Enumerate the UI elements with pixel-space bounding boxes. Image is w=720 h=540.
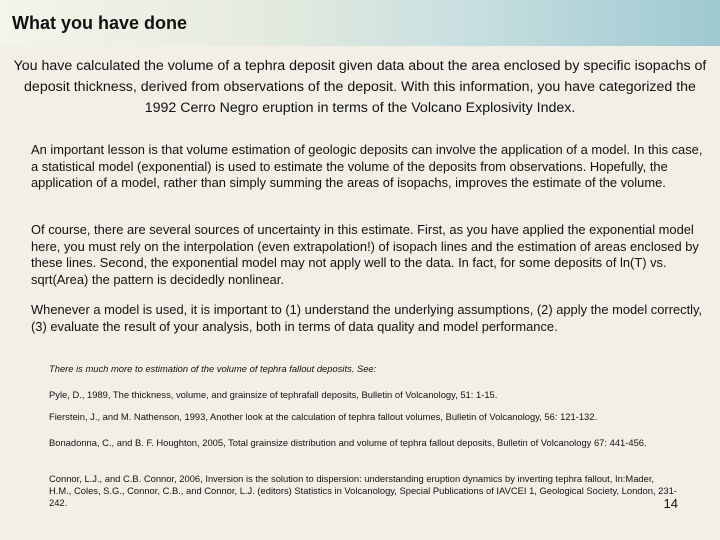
page-number: 14 xyxy=(663,496,678,511)
reference-item: Connor, L.J., and C.B. Connor, 2006, Inversion is the solution to dispersion: understanding eruption dynamics by inverting tephra fallout, In:Mader, H.M., Coles, S.G., Connor, C.B., and Connor, L.J. (editors) Statistics in Volcanology, Special Publications of IAVCEI 1, Geological Society, London, 231-242. xyxy=(49,473,677,508)
reference-item: Bonadonna, C., and B. F. Houghton, 2005, Total grainsize distribution and volume of tephra fallout deposits, Bulletin of Volcanology 67: 441-456. xyxy=(49,437,647,448)
page-title: What you have done xyxy=(12,13,188,33)
body-paragraph: Whenever a model is used, it is important to (1) understand the underlying assumptions, (2) apply the model correctly, (3) evaluate the result of your analysis, both in terms of data quality and model performance. xyxy=(31,302,703,334)
body-paragraph: Of course, there are several sources of uncertainty in this estimate. First, as you have applied the exponential model here, you must rely on the interpolation (even extrapolation!) of isopach lines and the estimation of areas enclosed by these lines. Second, the exponential model may not apply well to the data. In fact, for some deposits of ln(T) vs. sqrt(Area) the pattern is decidedly nonlinear. xyxy=(31,222,699,287)
reference-item: Fierstein, J., and M. Nathenson, 1993, Another look at the calculation of tephra fallout volumes, Bulletin of Volcanology, 56: 121-132. xyxy=(49,411,598,422)
body-paragraph: An important lesson is that volume estimation of geologic deposits can involve the application of a model. In this case, a statistical model (exponential) is used to estimate the volume of the deposits from observations. Hopefully, the application of a model, rather than simply summing the areas of isopachs, improves the estimate of the volume. xyxy=(31,142,703,190)
reference-item: Pyle, D., 1989, The thickness, volume, and grainsize of tephrafall deposits, Bulletin of Volcanology, 51: 1-15. xyxy=(49,389,498,400)
intro-paragraph: You have calculated the volume of a tephra deposit given data about the area enclosed by specific isopachs of deposit thickness, derived from observations of the deposit. With this information, you have categorized the 1992 Cerro Negro eruption in terms of the Volcano Explosivity Index. xyxy=(13,58,707,116)
references-note: There is much more to estimation of the volume of tephra fallout deposits. See: xyxy=(49,363,377,374)
